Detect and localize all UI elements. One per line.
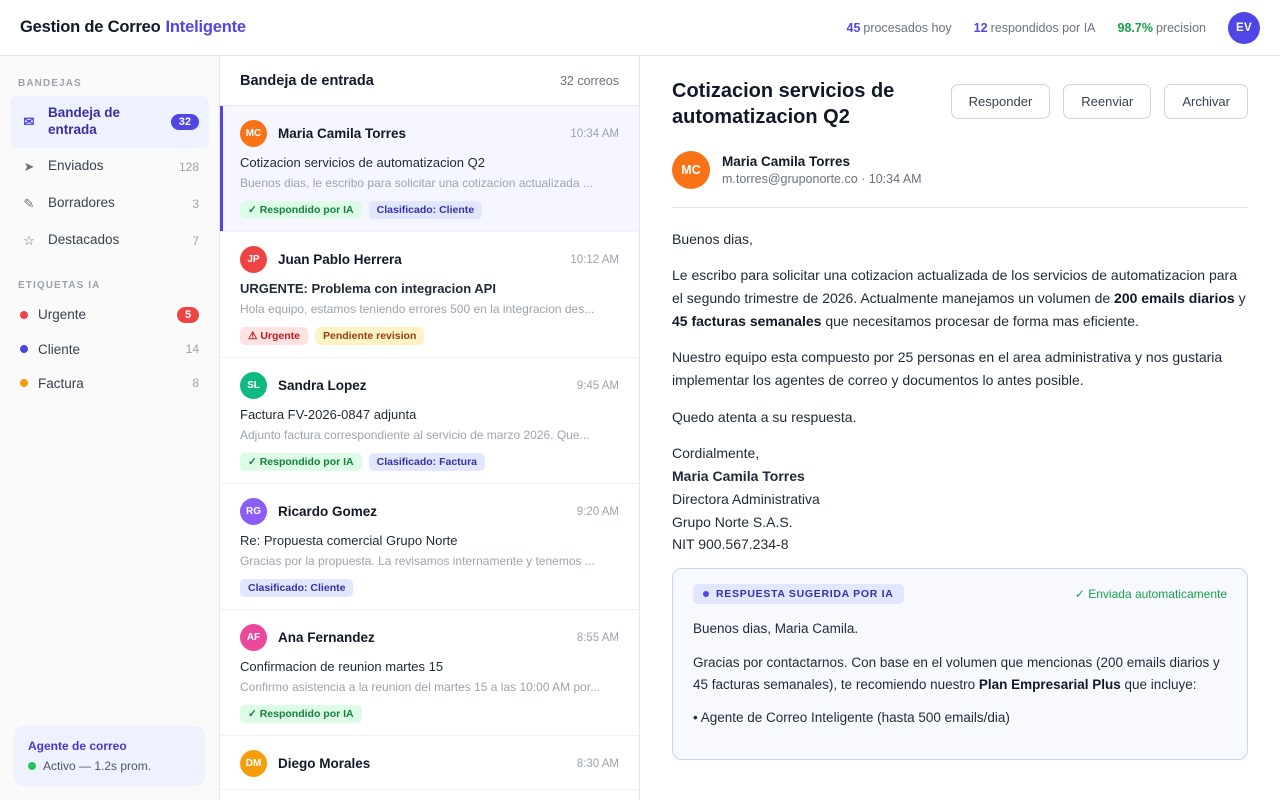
list-item-header <box>240 372 619 399</box>
avatar: JP <box>240 246 267 273</box>
list-item-chips <box>240 327 619 345</box>
list-item-header <box>240 246 619 273</box>
sidebar-label-factura[interactable] <box>10 367 209 400</box>
drafts-icon: ✎ <box>23 195 35 211</box>
list-item-sender: Ricardo Gomez <box>278 504 378 519</box>
status-badge <box>693 584 904 604</box>
stat-processed <box>847 21 952 35</box>
sidebar-item-starred[interactable] <box>10 223 209 259</box>
ai-sent-status: ✓ Enviada automaticamente <box>1074 586 1227 601</box>
sidebar-section-folders: BANDEJAS <box>18 78 82 89</box>
sender-name: Maria Camila Torres <box>722 153 851 169</box>
body-p1-emails: 200 emails diarios <box>1114 290 1235 307</box>
ai-suggestion-header <box>693 584 1227 604</box>
list-item-preview: Buenos dias, le escribo para solicitar una cotizacion actualizada ... <box>240 176 593 190</box>
sidebar-label-urgente-count: 5 <box>177 307 199 323</box>
list-item-preview: Confirmo asistencia a la reunion del martes 15 a las 10:00 AM por... <box>240 680 601 694</box>
brand-accent-text: Inteligente <box>165 18 246 36</box>
list-item-chips <box>240 201 619 219</box>
sidebar-item-sent-label: Enviados <box>48 158 104 174</box>
sidebar-item-inbox-badge: 32 <box>171 114 199 130</box>
brand-text: Gestion de Correo <box>20 18 161 36</box>
list-item-chips <box>240 453 619 471</box>
list-item-subject: URGENTE: Problema con integracion API <box>240 281 496 296</box>
list-item-time: 10:12 AM <box>570 253 619 266</box>
list-item[interactable] <box>220 484 639 610</box>
ai-suggestion-tag-text: RESPUESTA SUGERIDA POR IA <box>716 587 894 600</box>
list-item-subject: Cotizacion servicios de automatizacion Q2 <box>240 155 485 170</box>
list-item-subject: Re: Propuesta comercial Grupo Norte <box>240 533 458 548</box>
mail-reader-panel <box>640 56 1280 800</box>
avatar: MC <box>672 151 710 189</box>
mail-list-count: 32 correos <box>559 73 619 88</box>
agent-status-title: Agente de correo <box>28 739 127 753</box>
stat-processed-value: 45 <box>846 20 861 35</box>
status-badge: Clasificado: Cliente <box>240 579 353 597</box>
signature-name: Maria Camila Torres <box>672 468 805 485</box>
list-item[interactable] <box>220 106 639 232</box>
list-item[interactable] <box>220 232 639 358</box>
status-badge: ⚠ Urgente <box>240 327 308 345</box>
sent-icon: ➤ <box>23 158 35 174</box>
body-p1-part-e: que necesitamos procesar de forma mas eficiente. <box>821 312 1139 329</box>
sidebar-label-factura-count: 8 <box>192 376 199 391</box>
body-p1-invoices: 45 facturas semanales <box>672 312 822 329</box>
status-badge: ✓ Respondido por IA <box>240 453 362 471</box>
avatar[interactable]: EV <box>1228 12 1260 44</box>
reader-actions <box>951 78 1248 119</box>
top-bar <box>0 0 1280 56</box>
stat-accuracy-label: precision <box>1155 20 1206 35</box>
list-item-subject: Factura FV-2026-0847 adjunta <box>240 407 417 422</box>
status-badge: ✓ Respondido por IA <box>240 705 362 723</box>
agent-status-row <box>28 759 191 773</box>
ai-suggestion-body <box>693 604 1227 729</box>
list-item-time: 8:30 AM <box>576 757 619 770</box>
ai-plan-name: Plan Empresarial Plus <box>978 676 1121 692</box>
app-brand <box>20 18 246 37</box>
agent-status-text: Activo — 1.2s prom. <box>43 759 152 773</box>
list-item-subject: Confirmacion de reunion martes 15 <box>240 659 444 674</box>
sidebar-item-sent-count: 128 <box>178 159 199 174</box>
list-item-preview: Adjunto factura correspondiente al servicio de marzo 2026. Que... <box>240 428 590 442</box>
sender-details <box>722 154 922 186</box>
body-paragraph-3: Quedo atenta a su respuesta. <box>672 408 857 425</box>
list-item-sender: Ana Fernandez <box>278 630 375 645</box>
reader-header <box>672 78 1248 131</box>
reply-button[interactable]: Responder <box>951 84 1051 119</box>
sidebar-label-urgente-text: Urgente <box>38 307 87 323</box>
star-icon: ☆ <box>23 232 35 248</box>
sidebar-item-starred-label: Destacados <box>48 232 120 248</box>
sidebar <box>0 56 220 800</box>
body-greeting: Buenos dias, <box>672 230 753 247</box>
ai-dot-icon <box>703 591 709 597</box>
stat-ai-replies <box>974 21 1096 35</box>
ai-line-1: Buenos dias, Maria Camila. <box>693 620 859 636</box>
stat-processed-label: procesados hoy <box>863 20 952 35</box>
status-badge: Clasificado: Factura <box>369 453 485 471</box>
stat-accuracy-value: 98.7% <box>1117 20 1153 35</box>
signature-signoff: Cordialmente, <box>672 445 760 462</box>
avatar: SL <box>240 372 267 399</box>
status-badge: ✓ Respondido por IA <box>240 201 362 219</box>
mail-body <box>672 208 1248 556</box>
list-item-sender: Maria Camila Torres <box>278 126 407 141</box>
signature-company: Grupo Norte S.A.S. <box>672 513 793 530</box>
status-badge: Pendiente revision <box>315 327 424 345</box>
forward-button[interactable]: Reenviar <box>1063 84 1151 119</box>
signature-role: Directora Administrativa <box>672 490 820 507</box>
list-item-chips <box>240 705 619 723</box>
archive-button[interactable]: Archivar <box>1164 84 1248 119</box>
sidebar-label-factura-text: Factura <box>38 375 84 391</box>
mail-list-scroll[interactable] <box>220 106 639 800</box>
stat-ai-replies-value: 12 <box>973 20 988 35</box>
body-p1-part-a: Le escribo para solicitar una cotizacion actualizada de los servicios de automatizacion para el segundo trimestre de 2026. Actualmente manejamos un volumen de <box>672 267 1237 307</box>
ai-line-2-part-c: que incluye: <box>1120 676 1197 692</box>
sidebar-item-inbox-label: Bandeja de entrada <box>48 105 121 137</box>
list-item-time: 10:34 AM <box>570 127 619 140</box>
cliente-dot-icon <box>20 345 28 353</box>
sidebar-label-urgente[interactable] <box>10 298 209 332</box>
list-item-chips <box>240 579 619 597</box>
body-paragraph-1 <box>672 264 1248 332</box>
list-item-header <box>240 498 619 525</box>
page-title: Cotizacion servicios de automatizacion Q2 <box>672 80 895 129</box>
urgente-dot-icon <box>20 311 28 319</box>
avatar: RG <box>240 498 267 525</box>
main-body <box>0 56 1280 800</box>
sender-meta: m.torres@gruponorte.co · 10:34 AM <box>722 171 922 186</box>
sidebar-label-cliente[interactable] <box>10 333 209 366</box>
list-item-preview: Hola equipo, estamos teniendo errores 500 en la integracion des... <box>240 302 595 316</box>
sidebar-label-cliente-count: 14 <box>185 342 199 357</box>
sidebar-item-starred-count: 7 <box>192 233 199 248</box>
ai-line-2-part-a: Gracias por contactarnos. Con base en el volumen que mencionas (200 emails diarios y 45 facturas semanales), te recomiendo nuestro <box>693 654 1220 692</box>
factura-dot-icon <box>20 379 28 387</box>
sidebar-label-cliente-text: Cliente <box>38 341 81 357</box>
list-item-time: 9:20 AM <box>576 505 619 518</box>
ai-bullet-1: • Agente de Correo Inteligente (hasta 500 emails/dia) <box>693 710 1010 726</box>
list-item-header <box>240 120 619 147</box>
list-item-time: 9:45 AM <box>576 379 619 392</box>
list-item-preview: Gracias por la propuesta. La revisamos internamente y tenemos ... <box>240 554 595 568</box>
sidebar-section-labels: ETIQUETAS IA <box>18 279 101 291</box>
top-bar-stats <box>847 12 1261 44</box>
list-item-time: 8:55 AM <box>576 631 619 644</box>
list-item-header <box>240 624 619 651</box>
mail-list-header <box>220 56 639 106</box>
signature-nit: NIT 900.567.234-8 <box>672 536 789 553</box>
agent-status-card <box>14 726 205 786</box>
avatar: MC <box>240 120 267 147</box>
sidebar-item-drafts-label: Borradores <box>48 195 115 211</box>
sidebar-item-sent[interactable] <box>10 149 209 185</box>
body-paragraph-2: Nuestro equipo esta compuesto por 25 personas en el area administrativa y nos gustaria implementar los agentes de correo y documentos lo antes posible. <box>672 349 1223 389</box>
inbox-icon: ✉ <box>23 113 35 129</box>
stat-accuracy <box>1118 21 1206 35</box>
body-p1-part-c: y <box>1234 290 1246 307</box>
status-badge: Clasificado: Cliente <box>369 201 482 219</box>
status-dot-icon <box>28 762 36 770</box>
list-item-sender: Juan Pablo Herrera <box>278 252 402 267</box>
stat-ai-replies-label: respondidos por IA <box>990 20 1096 35</box>
sidebar-item-inbox[interactable] <box>10 96 209 148</box>
list-item-header <box>240 750 619 777</box>
list-item[interactable] <box>220 358 639 484</box>
list-item[interactable] <box>220 736 639 790</box>
sidebar-item-drafts[interactable] <box>10 186 209 222</box>
ai-suggestion-panel <box>672 568 1248 760</box>
sender-row <box>672 151 1248 189</box>
ai-line-2 <box>693 652 1227 696</box>
avatar: DM <box>240 750 267 777</box>
list-item-sender: Diego Morales <box>278 756 371 771</box>
avatar: AF <box>240 624 267 651</box>
mail-list-title: Bandeja de entrada <box>240 72 374 89</box>
mail-list-panel <box>220 56 640 800</box>
list-item[interactable] <box>220 610 639 736</box>
list-item-sender: Sandra Lopez <box>278 378 367 393</box>
sidebar-item-drafts-count: 3 <box>192 196 199 211</box>
